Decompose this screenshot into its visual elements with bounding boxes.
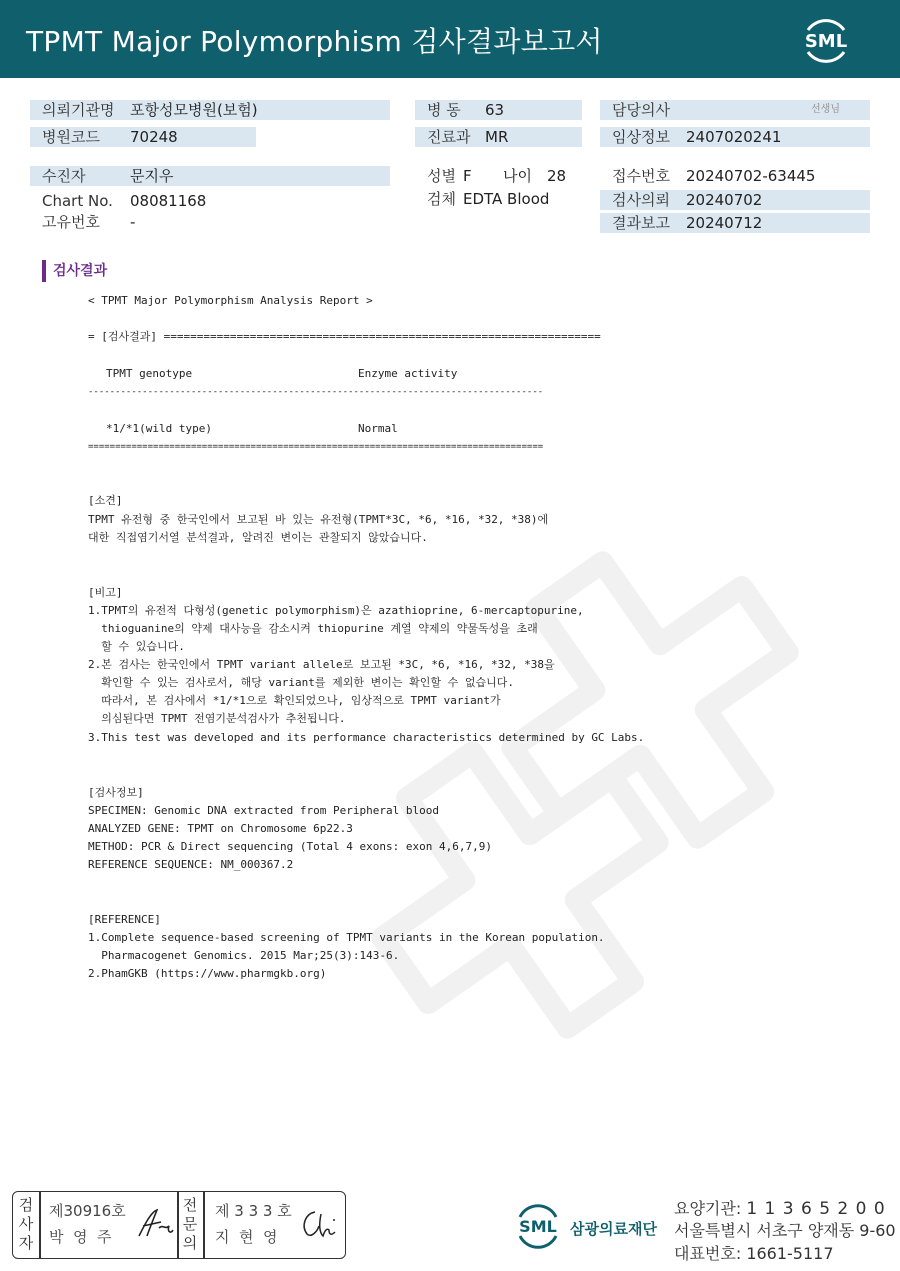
info-line: REFERENCE SEQUENCE: NM_000367.2 (88, 858, 294, 871)
doctor-field (600, 100, 870, 120)
chart-no-label: Chart No. (42, 192, 113, 210)
remark-line: 2.본 검사는 한국인에서 TPMT variant allele로 보고된 *3C, *6, *16, *32, *38을 (88, 658, 555, 671)
receipt-no-value: 20240702-63445 (686, 167, 816, 185)
chart-no-field (30, 191, 390, 211)
finding-title: [소견] (88, 494, 123, 507)
footer-logo-text: SML (519, 1217, 557, 1236)
department-value: MR (485, 128, 509, 146)
signature-box (12, 1191, 346, 1259)
remark-line: thioguanine의 약제 대사능을 감소시켜 thiopurine 계열 약제의 약물독성을 초래 (88, 622, 538, 635)
footer-sml-logo-icon (512, 1200, 564, 1252)
age-label: 나이 (503, 167, 532, 185)
hospital-code-value: 70248 (130, 128, 178, 146)
specialist-license-no: 제 3 3 3 호 (215, 1202, 292, 1220)
patient-label: 수진자 (42, 167, 86, 185)
request-date-field (600, 190, 870, 210)
reference-line: Pharmacogenet Genomics. 2015 Mar;25(3):143-6. (88, 949, 400, 962)
remark-line: 의심된다면 TPMT 전염기분석검사가 추천됩니다. (88, 712, 346, 725)
watermark-icon (360, 520, 900, 1040)
request-date-label: 검사의뢰 (612, 191, 670, 209)
sex-age-field (415, 166, 585, 186)
examiner-signature-icon (135, 1204, 175, 1244)
report-date-field (600, 213, 870, 233)
clinical-info-label: 임상정보 (612, 128, 670, 146)
remark-line: 따라서, 본 검사에서 *1/*1으로 확인되었으나, 임상적으로 TPMT variant가 (88, 694, 501, 707)
reference-title: [REFERENCE] (88, 913, 161, 926)
footer-institution (674, 1198, 886, 1220)
report-date-label: 결과보고 (612, 214, 670, 232)
equals-divider: ==================================================================================== (88, 442, 544, 452)
sml-logo-icon (798, 12, 854, 68)
remark-line: 1.TPMT의 유전적 다형성(genetic polymorphism)은 azathioprine, 6-mercaptopurine, (88, 604, 584, 617)
specialist-label: 전 문 의 (182, 1196, 198, 1252)
receipt-no-field (600, 166, 870, 186)
remark-title: [비고] (88, 586, 123, 599)
examiner-name: 박 영 주 (49, 1228, 112, 1246)
dash-divider: ------------------------------------------------------------------------------------ (88, 387, 544, 397)
chart-no-value: 08081168 (130, 192, 207, 210)
info-title: [검사정보] (88, 786, 144, 799)
report-header (0, 0, 900, 78)
examiner-label: 검 사 자 (18, 1196, 34, 1252)
remark-line: 확인할 수 있는 검사로서, 해당 variant를 제외한 변이는 확인할 수 없습니다. (88, 676, 514, 689)
info-line: SPECIMEN: Genomic DNA extracted from Peripheral blood (88, 804, 439, 817)
report-date-value: 20240712 (686, 214, 763, 232)
finding-line: TPMT 유전형 중 한국인에서 보고된 바 있는 유전형(TPMT*3C, *6, *16, *32, *38)에 (88, 513, 549, 526)
reference-line: 2.PhamGKB (https://www.pharmgkb.org) (88, 967, 327, 980)
column-activity-header: Enzyme activity (358, 367, 458, 380)
unique-no-field (30, 212, 390, 232)
age-value: 28 (547, 167, 567, 185)
clinical-info-field (600, 127, 870, 147)
doctor-label: 담당의사 (612, 101, 670, 119)
institution-label: 의뢰기관명 (42, 101, 115, 119)
genotype-value: *1/*1(wild type) (106, 422, 212, 435)
result-header-line: = [검사결과] ================================================================== (88, 330, 601, 343)
sex-label: 성별 (427, 167, 456, 185)
finding-line: 대한 직접염기서열 분석결과, 알려진 변이는 관찰되지 않았습니다. (88, 531, 428, 544)
ward-field (415, 100, 582, 120)
reference-line: 1.Complete sequence-based screening of TPMT variants in the Korean population. (88, 931, 605, 944)
report-subtitle: < TPMT Major Polymorphism Analysis Report > (88, 294, 373, 307)
specimen-value: EDTA Blood (463, 190, 550, 208)
ward-value: 63 (485, 101, 505, 119)
clinical-info-value: 2407020241 (686, 128, 782, 146)
footer-org-name: 삼광의료재단 (570, 1220, 657, 1238)
ward-label: 병 동 (427, 101, 461, 119)
specialist-name: 지 현 영 (215, 1228, 278, 1246)
footer-institution-label: 요양기관: (674, 1199, 747, 1218)
footer-phone (674, 1243, 834, 1265)
specialist-signature-icon (297, 1206, 341, 1244)
report-title: TPMT Major Polymorphism 검사결과보고서 (26, 25, 603, 58)
unique-no-label: 고유번호 (42, 213, 100, 231)
info-line: ANALYZED GENE: TPMT on Chromosome 6p22.3 (88, 822, 353, 835)
institution-field (30, 100, 390, 120)
footer-phone-no: 1661-5117 (746, 1244, 834, 1263)
sig-divider (203, 1192, 205, 1258)
institution-value: 포항성모병원(보험) (130, 101, 258, 119)
activity-value: Normal (358, 422, 398, 435)
footer-address: 서울특별시 서초구 양재동 9-60 (674, 1221, 896, 1240)
footer-phone-label: 대표번호: (674, 1244, 747, 1263)
footer-institution-no: 1 1 3 6 5 2 0 0 (746, 1199, 886, 1219)
department-label: 진료과 (427, 128, 471, 146)
sex-value: F (463, 167, 472, 185)
hospital-code-label: 병원코드 (42, 128, 100, 146)
department-field (415, 127, 582, 147)
unique-no-value: - (130, 213, 136, 231)
remark-line: 할 수 있습니다. (88, 640, 185, 653)
patient-value: 문지우 (130, 167, 174, 185)
remark-line: 3.This test was developed and its performance characteristics determined by GC Labs. (88, 731, 645, 744)
section-title-results: 검사결과 (42, 260, 107, 282)
doctor-suffix: 선생님 (811, 104, 840, 115)
hospital-code-field (30, 127, 256, 147)
examiner-license-no: 제30916호 (49, 1202, 126, 1220)
patient-field (30, 166, 390, 186)
header-logo-text: SML (804, 31, 848, 52)
info-line: METHOD: PCR & Direct sequencing (Total 4 exons: exon 4,6,7,9) (88, 840, 492, 853)
specimen-field (415, 189, 585, 209)
specimen-label: 검체 (427, 190, 456, 208)
request-date-value: 20240702 (686, 191, 763, 209)
receipt-no-label: 접수번호 (612, 167, 670, 185)
column-genotype-header: TPMT genotype (106, 367, 193, 380)
sig-divider (39, 1192, 41, 1258)
